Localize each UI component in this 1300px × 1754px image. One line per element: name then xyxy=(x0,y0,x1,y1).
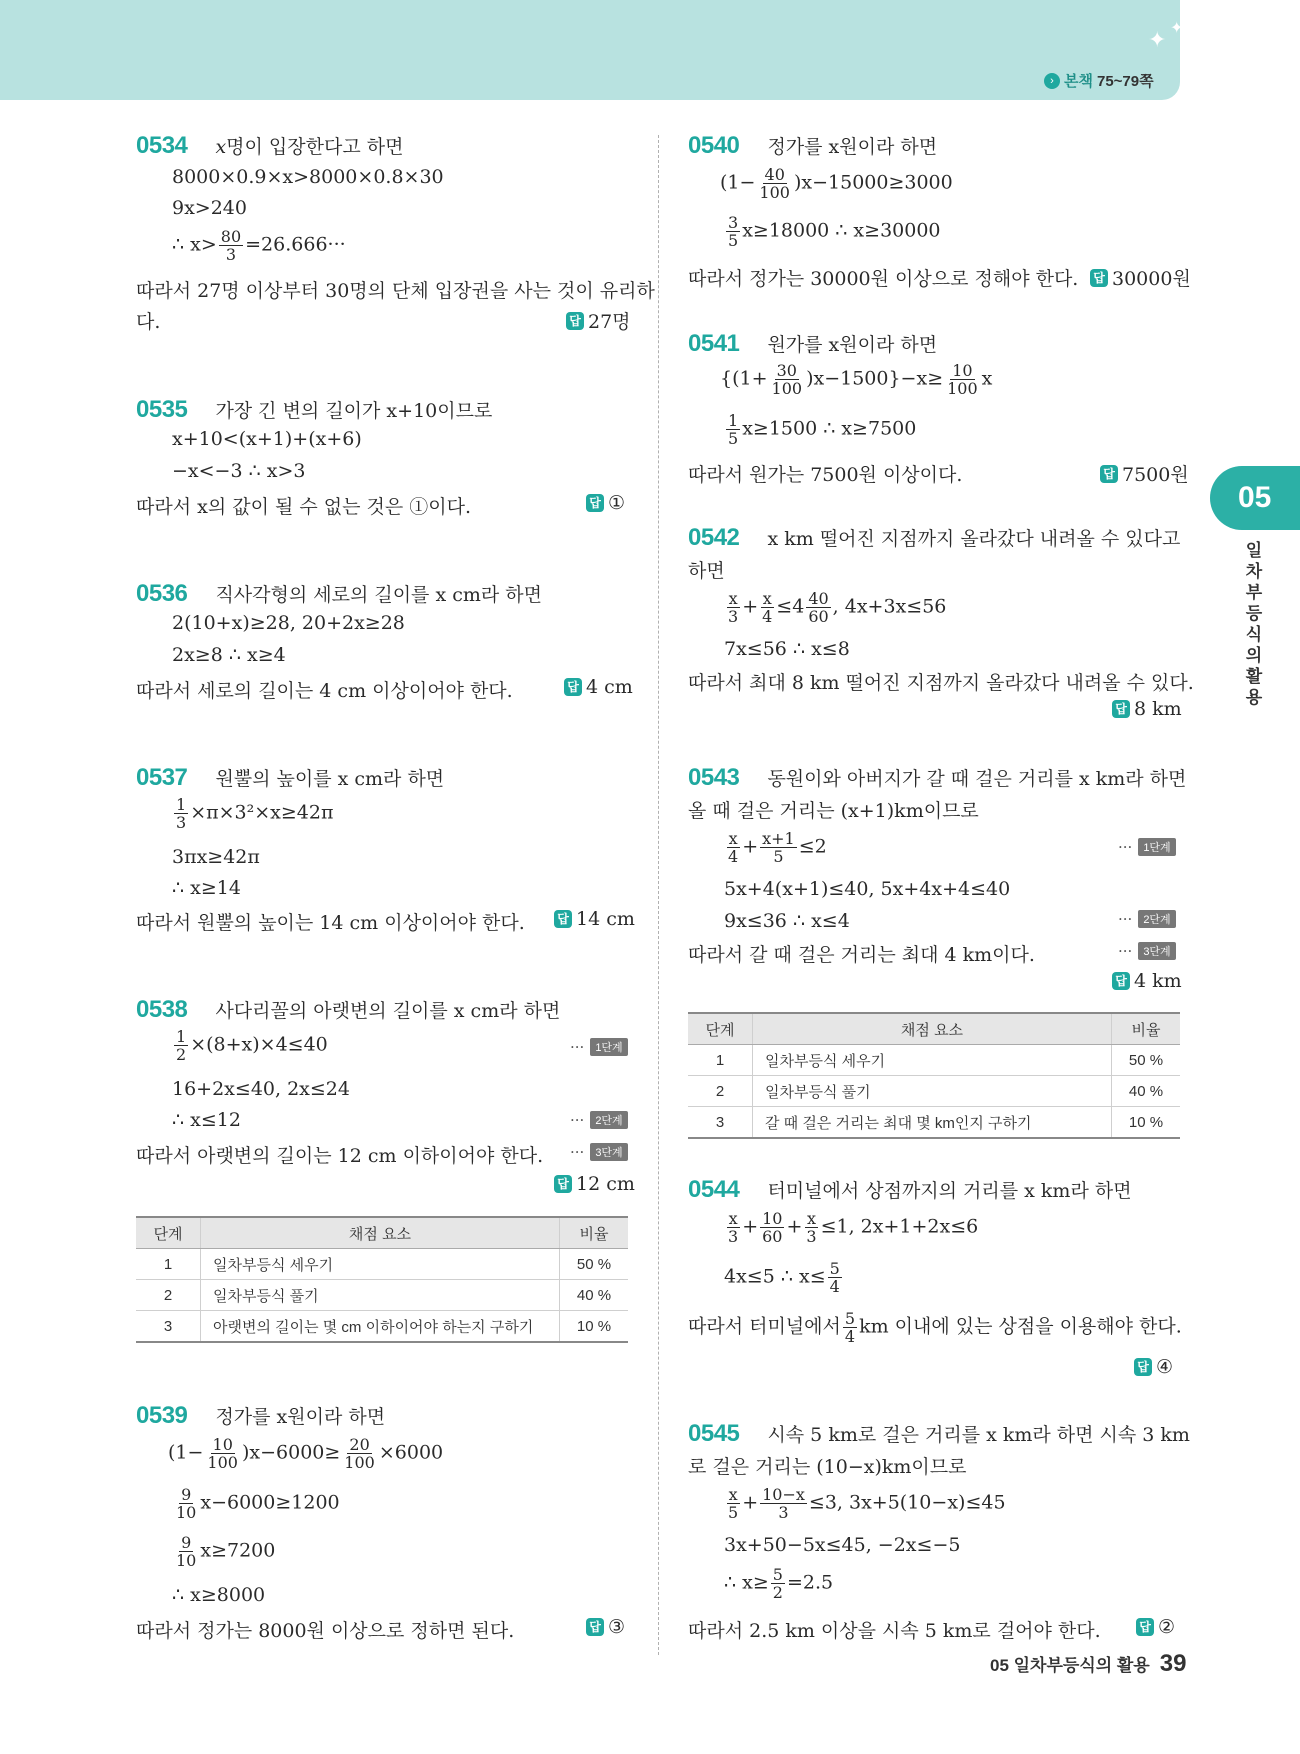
answer-value: ② xyxy=(1158,1616,1176,1638)
chapter-title-vertical: 일차부등식의 활용 xyxy=(1245,541,1263,707)
ellipsis: ··· xyxy=(570,1143,585,1161)
numerator: 40 xyxy=(764,165,785,184)
step-badge: 1단계 xyxy=(1138,838,1175,856)
denominator: 60 xyxy=(808,607,829,626)
equation-line: 2(10+x)≥28, 20+2x≥28 xyxy=(172,612,405,634)
problem-intro: 정가를 x원이라 하면 xyxy=(767,136,938,158)
header-band xyxy=(0,0,1180,100)
table-cell: 40 % xyxy=(560,1280,629,1311)
table-row xyxy=(136,1280,628,1311)
answer xyxy=(1090,264,1191,291)
equation-line: 7x≤56 ∴ x≤8 xyxy=(724,638,850,660)
fraction xyxy=(174,796,188,831)
column-divider xyxy=(658,135,659,1655)
table-row xyxy=(136,1311,628,1343)
numerator: 5 xyxy=(772,1565,783,1584)
answer xyxy=(566,307,631,334)
fraction xyxy=(760,1210,784,1245)
eq-part: x≥1500 ∴ x≥7500 xyxy=(742,417,917,440)
problem-number: 0535 xyxy=(136,396,188,423)
denominator: 100 xyxy=(344,1453,375,1472)
footer-chapter-title: 05 일차부등식의 활용 xyxy=(990,1656,1150,1675)
equation-line: ∴ x≥8000 xyxy=(172,1584,266,1606)
problem-0539-header xyxy=(136,1402,385,1430)
eq-part: ×6000 xyxy=(378,1441,444,1464)
equation-line: 5x+4(x+1)≤40, 5x+4x+4≤40 xyxy=(724,878,1011,900)
eq-part: ≤4 xyxy=(776,595,805,618)
conclusion: 따라서 x의 값이 될 수 없는 것은 ①이다. xyxy=(136,496,471,518)
table-cell: 10 % xyxy=(1112,1107,1181,1139)
answer-badge: 답 xyxy=(1134,1358,1152,1376)
equation-line xyxy=(720,362,992,397)
problem-0545-header xyxy=(688,1420,1190,1448)
table-cell: 40 % xyxy=(1112,1076,1181,1107)
numerator: 1 xyxy=(728,411,739,430)
eq-part: ≤3, 3x+5(10−x)≤45 xyxy=(808,1491,1006,1514)
equation-line xyxy=(724,830,827,865)
eq-part: x xyxy=(981,367,993,390)
scoring-table xyxy=(136,1216,628,1343)
denominator: 5 xyxy=(728,1503,739,1522)
problem-0544-header xyxy=(688,1176,1132,1204)
fraction xyxy=(770,362,805,397)
fraction xyxy=(806,590,830,625)
problem-0536-header xyxy=(136,580,542,608)
answer xyxy=(1134,1356,1173,1378)
table-header: 비율 xyxy=(1112,1013,1181,1045)
ref-pages: 75~79쪽 xyxy=(1096,73,1154,90)
answer-badge: 답 xyxy=(566,312,584,330)
ellipsis: ··· xyxy=(1118,838,1133,856)
answer-value: 4 km xyxy=(1134,970,1182,992)
equation-line xyxy=(724,1210,978,1245)
answer xyxy=(1112,698,1182,720)
eq-part: + xyxy=(742,1491,759,1514)
eq-part: ∴ x≥ xyxy=(724,1571,769,1594)
ellipsis: ··· xyxy=(570,1111,585,1129)
equation-line xyxy=(172,1534,275,1569)
equation-line xyxy=(172,228,346,263)
problem-intro: 동원이와 아버지가 갈 때 걸은 거리를 x km라 하면 xyxy=(767,768,1187,790)
eq-part: )x−15000≥3000 xyxy=(793,171,953,194)
denominator: 3 xyxy=(728,607,739,626)
fraction xyxy=(945,362,980,397)
equation-line xyxy=(724,590,946,625)
problem-number: 0539 xyxy=(136,1402,188,1429)
fraction xyxy=(726,830,740,865)
table-header: 채점 요소 xyxy=(753,1013,1112,1045)
table-cell: 일차부등식 풀기 xyxy=(201,1280,560,1311)
chapter-tab xyxy=(1210,466,1300,530)
denominator: 100 xyxy=(759,183,790,202)
fraction xyxy=(771,1566,785,1601)
denominator: 3 xyxy=(176,813,187,832)
eq-part: + xyxy=(742,595,759,618)
equation-line: 3x+50−5x≤45, −2x≤−5 xyxy=(724,1534,961,1556)
problem-0543-header xyxy=(688,764,1186,792)
table-cell: 1 xyxy=(688,1045,753,1076)
equation-line xyxy=(172,796,333,831)
fraction xyxy=(205,1436,240,1471)
denominator: 100 xyxy=(947,379,978,398)
answer xyxy=(1136,1616,1175,1638)
problem-number: 0545 xyxy=(688,1420,740,1447)
eq-part: + xyxy=(786,1215,803,1238)
answer-value: 4 cm xyxy=(586,676,633,698)
table-cell: 3 xyxy=(136,1311,201,1343)
denominator: 5 xyxy=(728,231,739,250)
eq-part: ≤1, 2x+1+2x≤6 xyxy=(820,1215,979,1238)
equation-line: 16+2x≤40, 2x≤24 xyxy=(172,1078,350,1100)
problem-number: 0540 xyxy=(688,132,740,159)
answer xyxy=(554,908,635,930)
problem-intro: x km 떨어진 지점까지 올라갔다 내려올 수 있다고 xyxy=(767,528,1181,550)
numerator: 80 xyxy=(220,227,242,246)
numerator: x xyxy=(728,589,738,608)
ellipsis: ··· xyxy=(1118,942,1133,960)
table-cell: 2 xyxy=(688,1076,753,1107)
table-cell: 일차부등식 세우기 xyxy=(753,1045,1112,1076)
problem-0537-header xyxy=(136,764,444,792)
step-badge: 3단계 xyxy=(590,1143,627,1161)
numerator: 10 xyxy=(762,1209,783,1228)
ref-book: 본책 xyxy=(1064,73,1093,90)
table-row xyxy=(136,1249,628,1280)
numerator: x+1 xyxy=(762,829,795,848)
denominator: 10 xyxy=(176,1503,197,1522)
fraction xyxy=(828,1260,842,1295)
eq-part: 4x≤5 ∴ x≤ xyxy=(724,1265,826,1288)
step-marker xyxy=(1118,838,1176,856)
numerator: 9 xyxy=(181,1485,192,1504)
table-cell: 50 % xyxy=(1112,1045,1181,1076)
table-cell: 일차부등식 풀기 xyxy=(753,1076,1112,1107)
eq-part: )x−1500}−x≥ xyxy=(806,367,944,390)
eq-part: (1− xyxy=(168,1441,204,1464)
eq-part: ×(8+x)×4≤40 xyxy=(190,1033,328,1056)
step-marker xyxy=(1118,910,1176,928)
equation-line: 3πx≥42π xyxy=(172,846,260,868)
numerator: 20 xyxy=(349,1435,370,1454)
conclusion: 따라서 최대 8 km 떨어진 지점까지 올라갔다 내려올 수 있다. xyxy=(688,672,1194,694)
step-marker xyxy=(570,1038,628,1056)
table-row xyxy=(688,1076,1180,1107)
conclusion: 따라서 27명 이상부터 30명의 단체 입장권을 사는 것이 유리하 xyxy=(136,280,655,302)
answer-badge: 답 xyxy=(564,678,582,696)
problem-intro: 명이 입장한다고 하면 xyxy=(226,136,404,158)
eq-part: =26.666··· xyxy=(245,233,346,256)
numerator: 1 xyxy=(176,1027,187,1046)
problem-0535-header xyxy=(136,396,492,424)
table-header: 단계 xyxy=(136,1217,201,1249)
denominator: 3 xyxy=(225,245,237,264)
fraction xyxy=(726,1486,740,1521)
equation-line xyxy=(720,166,953,201)
table-cell: 2 xyxy=(136,1280,201,1311)
problem-number: 0542 xyxy=(688,524,740,551)
table-header: 채점 요소 xyxy=(201,1217,560,1249)
numerator: 5 xyxy=(829,1259,840,1278)
numerator: 1 xyxy=(176,795,187,814)
fraction xyxy=(174,1028,188,1063)
problem-number: 0543 xyxy=(688,764,740,791)
answer xyxy=(1100,460,1189,487)
problem-number: 0536 xyxy=(136,580,188,607)
problem-intro-cont: 로 걸은 거리는 (10−x)km이므로 xyxy=(688,1456,967,1478)
answer-badge: 답 xyxy=(554,910,572,928)
answer-value: 12 cm xyxy=(576,1173,635,1195)
answer xyxy=(586,1616,625,1638)
step-badge: 3단계 xyxy=(1138,942,1175,960)
equation-line xyxy=(724,412,916,447)
denominator: 5 xyxy=(773,847,784,866)
numerator: x xyxy=(806,1209,816,1228)
table-header: 비율 xyxy=(560,1217,629,1249)
answer-badge: 답 xyxy=(1112,700,1130,718)
equation-line xyxy=(724,214,941,249)
answer-value: 14 cm xyxy=(576,908,635,930)
denominator: 2 xyxy=(772,1583,783,1602)
table-cell: 1 xyxy=(136,1249,201,1280)
fraction xyxy=(726,412,740,447)
problem-intro: 원뿔의 높이를 x cm라 하면 xyxy=(215,768,445,790)
answer xyxy=(1112,970,1182,992)
table-header-row xyxy=(136,1217,628,1249)
numerator: 10 xyxy=(952,361,973,380)
fraction xyxy=(760,830,797,865)
conclusion: 다. xyxy=(136,311,161,333)
equation-line xyxy=(724,1260,844,1295)
answer-badge: 답 xyxy=(1090,269,1108,287)
problem-number: 0534 xyxy=(136,132,188,159)
problem-0542-header xyxy=(688,524,1180,552)
denominator: 4 xyxy=(844,1327,856,1346)
answer-value: ① xyxy=(608,492,626,514)
eq-part: x−6000≥1200 xyxy=(200,1491,340,1514)
table-cell: 아랫변의 길이는 몇 cm 이하이어야 하는지 구하기 xyxy=(201,1311,560,1343)
equation-line xyxy=(168,1436,443,1471)
table-cell: 일차부등식 세우기 xyxy=(201,1249,560,1280)
problem-intro: 정가를 x원이라 하면 xyxy=(215,1406,386,1428)
eq-part: + xyxy=(742,1215,759,1238)
fraction xyxy=(219,228,243,263)
fraction xyxy=(757,166,792,201)
page-number: 39 xyxy=(1159,1650,1187,1677)
problem-intro: 터미널에서 상점까지의 거리를 x km라 하면 xyxy=(767,1180,1132,1202)
equation-line: 2x≥8 ∴ x≥4 xyxy=(172,644,286,666)
fraction xyxy=(174,1486,198,1521)
problem-intro-cont: 올 때 걸은 거리는 (x+1)km이므로 xyxy=(688,800,979,822)
answer-badge: 답 xyxy=(1136,1618,1154,1636)
fraction xyxy=(726,1210,740,1245)
conclusion: 따라서 정가는 30000원 이상으로 정해야 한다. xyxy=(688,268,1079,290)
equation-line: x+10<(x+1)+(x+6) xyxy=(172,428,362,450)
eq-part: ≤2 xyxy=(798,835,827,858)
numerator: x xyxy=(728,1209,738,1228)
conclusion: 따라서 원뿔의 높이는 14 cm 이상이어야 한다. xyxy=(136,912,525,934)
denominator: 4 xyxy=(762,607,773,626)
problem-intro: 직사각형의 세로의 길이를 x cm라 하면 xyxy=(215,584,542,606)
denominator: 4 xyxy=(728,847,739,866)
problem-0534-header xyxy=(136,132,403,160)
answer-value: 8 km xyxy=(1134,698,1182,720)
conclusion: 따라서 2.5 km 이상을 시속 5 km로 걸어야 한다. xyxy=(688,1620,1101,1642)
fraction xyxy=(804,1210,818,1245)
problem-number: 0538 xyxy=(136,996,188,1023)
eq-part: {(1+ xyxy=(720,367,768,390)
table-cell: 10 % xyxy=(560,1311,629,1343)
equation-line: 8000×0.9×x>8000×0.8×30 xyxy=(172,166,444,188)
equation-line: 9x≤36 ∴ x≤4 xyxy=(724,910,850,932)
numerator: 3 xyxy=(728,213,739,232)
eq-part: x≥7200 xyxy=(200,1539,276,1562)
answer-badge: 답 xyxy=(1112,972,1130,990)
table-cell: 50 % xyxy=(560,1249,629,1280)
fraction xyxy=(174,1534,198,1569)
step-badge: 1단계 xyxy=(590,1038,627,1056)
conclusion: 따라서 정가는 8000원 이상으로 정하면 된다. xyxy=(136,1620,515,1642)
problem-intro: 사다리꼴의 아랫변의 길이를 x cm라 하면 xyxy=(215,1000,561,1022)
fraction xyxy=(726,590,740,625)
numerator: 40 xyxy=(808,589,829,608)
denominator: 3 xyxy=(806,1227,817,1246)
denominator: 10 xyxy=(176,1551,197,1570)
denominator: 100 xyxy=(207,1453,238,1472)
eq-part: km 이내에 있는 상점을 이용해야 한다. xyxy=(859,1315,1182,1338)
equation-line: −x<−3 ∴ x>3 xyxy=(172,460,306,482)
step-marker xyxy=(570,1143,628,1161)
numerator: 30 xyxy=(776,361,797,380)
ellipsis: ··· xyxy=(570,1038,585,1056)
table-header: 단계 xyxy=(688,1013,753,1045)
problem-number: 0541 xyxy=(688,330,740,357)
sparkle-icon: ✦ xyxy=(1170,18,1184,37)
denominator: 3 xyxy=(728,1227,739,1246)
problem-0538-header xyxy=(136,996,560,1024)
problem-intro: 가장 긴 변의 길이가 x+10이므로 xyxy=(215,400,493,422)
step-marker xyxy=(570,1111,628,1129)
equation-line xyxy=(724,1486,1006,1521)
eq-part: (1− xyxy=(720,171,756,194)
conclusion: 따라서 아랫변의 길이는 12 cm 이하이어야 한다. xyxy=(136,1145,544,1167)
table-cell: 갈 때 걸은 거리는 최대 몇 km인지 구하기 xyxy=(753,1107,1112,1139)
eq-part: x≥18000 ∴ x≥30000 xyxy=(742,219,941,242)
problem-0540-header xyxy=(688,132,937,160)
numerator: 5 xyxy=(844,1309,856,1328)
denominator: 4 xyxy=(829,1277,840,1296)
fraction xyxy=(760,590,774,625)
equation-line: 9x>240 xyxy=(172,197,247,219)
fraction xyxy=(342,1436,377,1471)
conclusion: 따라서 갈 때 걸은 거리는 최대 4 km이다. xyxy=(688,944,1035,966)
table-row xyxy=(688,1107,1180,1139)
problem-0541-header xyxy=(688,330,937,358)
table-cell: 3 xyxy=(688,1107,753,1139)
sparkle-icon: ✦ xyxy=(1148,28,1167,53)
denominator: 60 xyxy=(762,1227,783,1246)
numerator: x xyxy=(762,589,772,608)
answer-value: 7500원 xyxy=(1122,464,1189,486)
fraction xyxy=(760,1486,807,1521)
answer-badge: 답 xyxy=(586,494,604,512)
var-x: x xyxy=(215,136,227,158)
conclusion: 따라서 원가는 7500원 이상이다. xyxy=(688,464,963,486)
equation-line xyxy=(172,1028,328,1063)
numerator: 9 xyxy=(181,1533,192,1552)
table-header-row xyxy=(688,1013,1180,1045)
answer xyxy=(564,676,633,698)
page-footer xyxy=(990,1650,1186,1678)
eq-part: )x−6000≥ xyxy=(241,1441,341,1464)
step-badge: 2단계 xyxy=(1138,910,1175,928)
conclusion: 따라서 세로의 길이는 4 cm 이상이어야 한다. xyxy=(136,680,513,702)
problem-intro: 원가를 x원이라 하면 xyxy=(767,334,938,356)
step-badge: 2단계 xyxy=(590,1111,627,1129)
answer xyxy=(586,492,625,514)
eq-part: + xyxy=(742,835,759,858)
eq-part: ×π×3²×x≥42π xyxy=(190,801,334,824)
numerator: x xyxy=(728,829,738,848)
arrow-right-icon: › xyxy=(1044,73,1060,89)
eq-part: ∴ x> xyxy=(172,233,217,256)
answer-value: ④ xyxy=(1156,1356,1174,1378)
ellipsis: ··· xyxy=(1118,910,1133,928)
problem-number: 0537 xyxy=(136,764,188,791)
problem-intro: 시속 5 km로 걸은 거리를 x km라 하면 시속 3 km xyxy=(767,1424,1190,1446)
numerator: x xyxy=(728,1485,738,1504)
eq-part: =2.5 xyxy=(786,1571,834,1594)
step-marker xyxy=(1118,942,1176,960)
equation-line xyxy=(724,1566,833,1601)
numerator: 10−x xyxy=(762,1485,805,1504)
denominator: 2 xyxy=(176,1045,187,1064)
denominator: 5 xyxy=(728,429,739,448)
eq-part: , 4x+3x≤56 xyxy=(832,595,947,618)
page-reference xyxy=(1044,70,1154,91)
answer xyxy=(554,1173,635,1195)
numerator: 10 xyxy=(212,1435,233,1454)
scoring-table xyxy=(688,1012,1180,1139)
answer-value: ③ xyxy=(608,1616,626,1638)
answer-value: 27명 xyxy=(588,311,631,333)
eq-part: 따라서 터미널에서 xyxy=(688,1315,841,1338)
chapter-number: 05 xyxy=(1238,481,1272,514)
answer-badge: 답 xyxy=(586,1618,604,1636)
answer-badge: 답 xyxy=(1100,465,1118,483)
conclusion xyxy=(688,1310,1182,1345)
equation-line: ∴ x≥14 xyxy=(172,877,241,899)
fraction xyxy=(843,1310,857,1345)
fraction xyxy=(726,214,740,249)
table-row xyxy=(688,1045,1180,1076)
equation-line: ∴ x≤12 xyxy=(172,1109,241,1131)
denominator: 100 xyxy=(771,379,803,398)
answer-badge: 답 xyxy=(554,1175,572,1193)
problem-intro-cont: 하면 xyxy=(688,560,725,582)
equation-line xyxy=(172,1486,340,1521)
answer-value: 30000원 xyxy=(1112,268,1191,290)
problem-number: 0544 xyxy=(688,1176,740,1203)
denominator: 3 xyxy=(778,1503,789,1522)
